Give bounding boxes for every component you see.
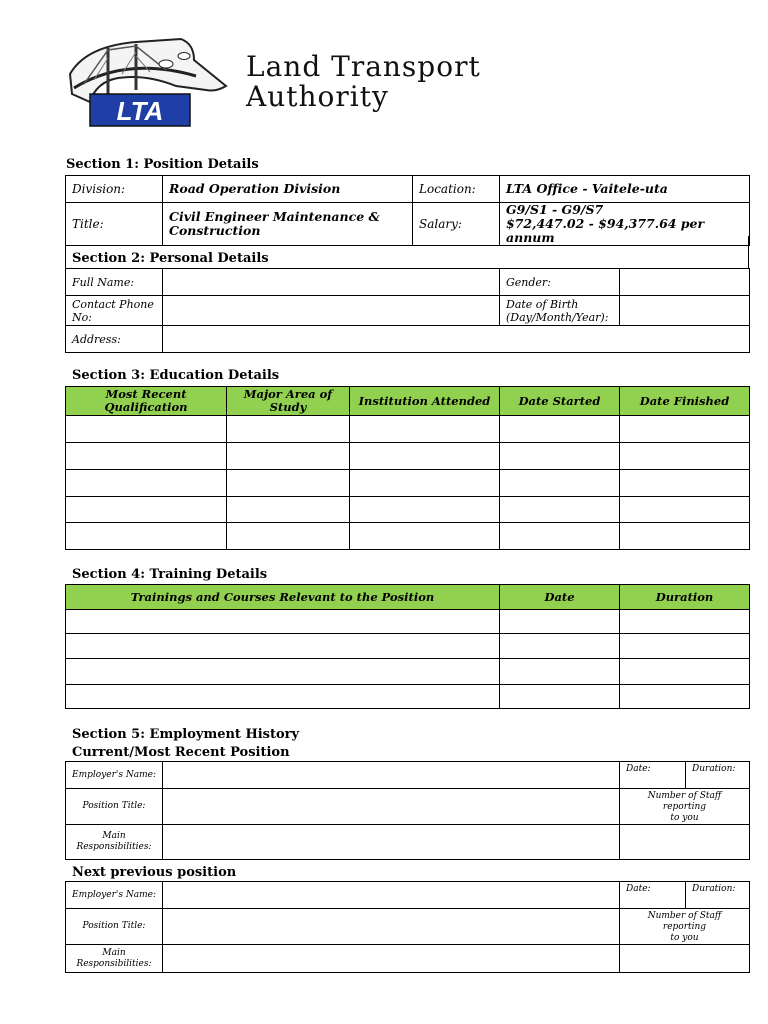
edu-cell[interactable] (66, 443, 227, 470)
duration-label: Duration: (686, 882, 750, 909)
previous-position-table (65, 881, 750, 973)
table-row (66, 523, 750, 550)
gender-label: Gender: (500, 269, 620, 296)
current-position-title: Current/Most Recent Position (72, 745, 290, 760)
section4-title: Section 4: Training Details (72, 567, 268, 582)
edu-header-date-started: Date Started (500, 387, 620, 416)
table-row (66, 470, 750, 497)
salary-range: $72,447.02 - $94,377.64 per annum (506, 216, 705, 245)
edu-cell[interactable] (227, 470, 350, 497)
personal-details-table (65, 268, 750, 353)
dob-label (500, 296, 620, 326)
edu-cell[interactable] (350, 497, 500, 523)
next-position-title: Next previous position (72, 865, 237, 880)
title-label: Title: (66, 203, 163, 246)
training-table (65, 584, 750, 709)
section5-title: Section 5: Employment History (72, 727, 300, 742)
edu-cell[interactable] (227, 443, 350, 470)
staff-reporting-label (620, 789, 750, 825)
training-cell[interactable] (500, 685, 620, 709)
edu-cell[interactable] (66, 523, 227, 550)
edu-header-institution: Institution Attended (350, 387, 500, 416)
contact-phone-label (66, 296, 163, 326)
edu-header-date-finished: Date Finished (620, 387, 750, 416)
title-value-line-2: Construction (169, 223, 261, 238)
employer-name-label: Employer's Name: (66, 882, 163, 909)
main-responsibilities-label (66, 825, 163, 860)
address-label: Address: (66, 326, 163, 353)
dob-label-line-1: Date of Birth (506, 297, 579, 311)
training-cell[interactable] (620, 659, 750, 685)
training-cell[interactable] (620, 634, 750, 659)
gender-input[interactable] (620, 269, 750, 296)
staff-reporting-label-line-1: Number of Staff reporting (647, 791, 722, 812)
org-name-line-2: Authority (246, 80, 389, 113)
salary-grade: G9/S1 - G9/S7 (506, 202, 604, 217)
edu-cell[interactable] (620, 497, 750, 523)
date-label: Date: (620, 882, 686, 909)
lta-logo (66, 34, 234, 128)
position-title-label: Position Title: (66, 909, 163, 945)
table-row (66, 610, 750, 634)
main-responsibilities-label-line-1: Main (102, 947, 126, 958)
training-cell[interactable] (620, 685, 750, 709)
edu-cell[interactable] (620, 470, 750, 497)
date-label: Date: (620, 762, 686, 789)
training-cell[interactable] (66, 659, 500, 685)
title-value-line-1: Civil Engineer Maintenance & (169, 209, 380, 224)
table-row (66, 416, 750, 443)
logo-text: LTA (116, 96, 164, 126)
division-value: Road Operation Division (163, 176, 413, 203)
edu-cell[interactable] (227, 416, 350, 443)
table-row (66, 497, 750, 523)
division-label: Division: (66, 176, 163, 203)
main-responsibilities-label-line-2: Responsibilities: (76, 958, 152, 969)
edu-header-major: Major Area of Study (227, 387, 350, 416)
employer-name-label: Employer's Name: (66, 762, 163, 789)
org-name (246, 52, 481, 112)
staff-reporting-input[interactable] (620, 825, 750, 860)
edu-cell[interactable] (350, 416, 500, 443)
employer-name-input[interactable] (163, 882, 620, 909)
training-header-courses: Trainings and Courses Relevant to the Position (66, 585, 500, 610)
dob-input[interactable] (620, 296, 750, 326)
edu-cell[interactable] (66, 497, 227, 523)
edu-header-qualification: Most Recent Qualification (66, 387, 227, 416)
position-title-label: Position Title: (66, 789, 163, 825)
section3-title: Section 3: Education Details (72, 368, 280, 383)
table-row (66, 685, 750, 709)
bridge-logo-icon (66, 34, 234, 128)
full-name-input[interactable] (163, 269, 500, 296)
edu-cell[interactable] (500, 470, 620, 497)
contact-phone-input[interactable] (163, 296, 500, 326)
edu-cell[interactable] (350, 523, 500, 550)
table-row (66, 443, 750, 470)
position-title-input[interactable] (163, 909, 620, 945)
edu-cell[interactable] (500, 523, 620, 550)
education-table (65, 386, 750, 550)
edu-cell[interactable] (620, 416, 750, 443)
edu-cell[interactable] (66, 416, 227, 443)
edu-cell[interactable] (227, 497, 350, 523)
edu-cell[interactable] (500, 416, 620, 443)
main-responsibilities-label-line-1: Main (102, 831, 126, 841)
edu-cell[interactable] (500, 497, 620, 523)
training-cell[interactable] (66, 685, 500, 709)
training-cell[interactable] (620, 610, 750, 634)
edu-cell[interactable] (66, 470, 227, 497)
edu-cell[interactable] (350, 470, 500, 497)
training-cell[interactable] (66, 610, 500, 634)
salary-label: Salary: (413, 203, 500, 246)
training-header-duration: Duration (620, 585, 750, 610)
main-responsibilities-input[interactable] (163, 825, 620, 860)
section1-title: Section 1: Position Details (66, 157, 259, 172)
full-name-label: Full Name: (66, 269, 163, 296)
address-input[interactable] (163, 326, 750, 353)
org-name-line-1: Land Transport (246, 50, 481, 83)
edu-cell[interactable] (350, 443, 500, 470)
position-title-input[interactable] (163, 789, 620, 825)
table-row (66, 634, 750, 659)
dob-label-line-2: (Day/Month/Year): (506, 310, 609, 324)
staff-reporting-label (620, 909, 750, 945)
section2-title: Section 2: Personal Details (72, 251, 269, 266)
edu-cell[interactable] (227, 523, 350, 550)
table-row (66, 659, 750, 685)
contact-phone-label-line-2: No: (72, 310, 92, 324)
training-cell[interactable] (500, 634, 620, 659)
contact-phone-label-line-1: Contact Phone (72, 297, 154, 311)
training-cell[interactable] (66, 634, 500, 659)
training-cell[interactable] (500, 659, 620, 685)
edu-cell[interactable] (500, 443, 620, 470)
main-responsibilities-input[interactable] (163, 945, 620, 973)
staff-reporting-label-line-1: Number of Staff reporting (647, 911, 722, 932)
training-header-date: Date (500, 585, 620, 610)
location-value: LTA Office - Vaitele-uta (500, 176, 750, 203)
staff-reporting-label-line-2: to you (670, 813, 699, 823)
training-cell[interactable] (500, 610, 620, 634)
main-responsibilities-label-line-2: Responsibilities: (76, 842, 152, 852)
main-responsibilities-label (66, 945, 163, 973)
employer-name-input[interactable] (163, 762, 620, 789)
location-label: Location: (413, 176, 500, 203)
current-position-table (65, 761, 750, 860)
staff-reporting-input[interactable] (620, 945, 750, 973)
staff-reporting-label-line-2: to you (670, 933, 699, 943)
edu-cell[interactable] (620, 443, 750, 470)
duration-label: Duration: (686, 762, 750, 789)
edu-cell[interactable] (620, 523, 750, 550)
